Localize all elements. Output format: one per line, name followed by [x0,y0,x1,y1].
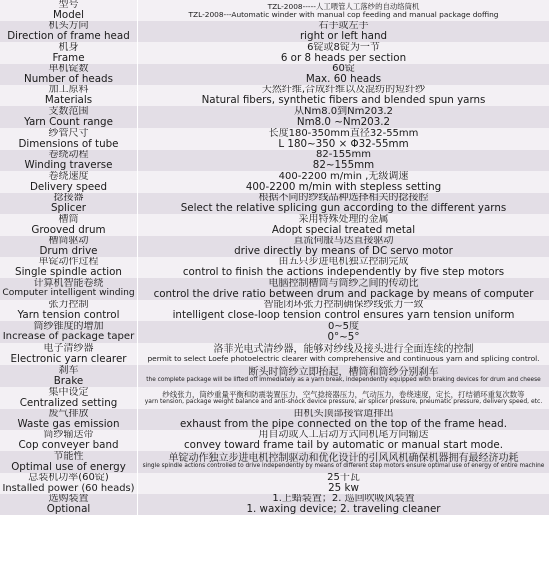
spec-label-cn: 废气排放 [48,409,89,420]
spec-label [0,42,138,64]
spec-value-en: Nm8.0 ~Nm203.2 [296,115,391,128]
spec-row [0,21,549,42]
spec-row [0,128,549,150]
spec-row [0,343,549,365]
spec-label-cn: 加工原料 [48,85,89,96]
spec-label-cn: 单锭动作过程 [38,257,99,268]
spec-value [138,321,549,343]
spec-label-cn: 筒纱锥度的增加 [33,321,104,332]
spec-label-en: Cop conveyer band [18,439,119,451]
spec-label [0,171,138,193]
spec-label-en: Optimal use of energy [11,460,126,473]
spec-value [138,150,549,171]
spec-value-cn: 400-2200 m/min ,无级调速 [278,171,409,182]
spec-row [0,257,549,278]
spec-label-cn: 刹车 [58,365,79,376]
spec-value-cn: 直流伺服马达直接驱动 [293,236,394,247]
spec-label-cn: 机身 [58,42,79,53]
spec-value [138,106,549,128]
spec-row [0,430,549,451]
spec-label [0,106,138,128]
spec-label [0,257,138,278]
spec-value-en: 0°~5° [327,330,360,343]
spec-value-cn: TZL-2008-----人工喂管人工落纱的自动络筒机 [267,1,420,11]
spec-label-en: Grooved drum [31,223,106,236]
spec-row [0,106,549,128]
spec-value-cn: 用自动或人工启动方式向机尾方向输送 [258,430,429,441]
spec-row [0,85,549,106]
spec-value-en: 25 kw [328,482,359,494]
spec-label [0,387,138,409]
spec-label [0,321,138,343]
spec-label-cn: 计算机智能卷绕 [33,278,104,290]
spec-value-cn: 长度180-350mm直径32-55mm [268,128,419,139]
spec-label-en: Yarn tension control [17,309,120,321]
spec-value [138,257,549,278]
spec-value [138,278,549,300]
spec-value [138,21,549,42]
spec-value [138,42,549,64]
spec-label [0,214,138,236]
spec-label-en: Single spindle action [15,266,122,278]
spec-label [0,85,138,106]
spec-value-en: L 180~350 × Φ32-55mm [278,137,409,150]
spec-label [0,21,138,42]
spec-label-cn: 型号 [58,0,79,11]
spec-value [138,171,549,193]
spec-label-cn: 张力控制 [48,300,89,311]
spec-label-cn: 选购装置 [48,494,89,505]
spec-label [0,278,138,300]
spec-label-en: Installed power (60 heads) [2,482,135,494]
spec-label-en: Delivery speed [29,180,108,193]
spec-value-en: intelligent close-loop tension control ensures yarn tension uniform [172,309,515,321]
spec-value-cn: 从Nm8.0到Nm203.2 [294,106,393,117]
spec-value-en: right or left hand [299,30,388,42]
spec-label [0,473,138,494]
spec-label-cn: 纱管尺寸 [48,128,89,139]
spec-value-cn: 采用特殊处理的金属 [298,214,389,225]
spec-row [0,365,549,387]
spec-label [0,300,138,321]
spec-row [0,321,549,343]
spec-row [0,494,549,515]
spec-label-en: Number of heads [24,73,113,85]
spec-row [0,0,549,21]
spec-value-cn: 纱线张力，筒纱重量平衡和防震装置压力，空气捻接器压力，气动压力，卷绕速度，定长，打结循环重复次数等 [162,390,525,400]
spec-value-en: 1. waxing device; 2. traveling cleaner [246,503,441,515]
spec-value [138,473,549,494]
spec-label-en: Centralized setting [19,396,118,409]
spec-label [0,430,138,451]
spec-label-cn: 集中设定 [48,387,89,398]
spec-value-en: drive directly by means of DC servo motor [234,245,453,257]
spec-value-en: yarn tension, package weight balance and anti-shock device pressure, air splicer pressure, pneumatic pressure, delivery speed, etc. [144,397,543,405]
spec-row [0,150,549,171]
spec-label-en: Computer intelligent winding [2,288,135,299]
spec-row [0,300,549,321]
spec-label-en: Dimensions of tube [18,137,119,150]
spec-label-cn: 捻接器 [53,193,84,204]
spec-label [0,343,138,365]
spec-label-en: Drum drive [39,245,98,257]
spec-value-cn: 洛菲光电式清纱器，能够对纱线及接头进行全面连续的控制 [213,344,474,356]
spec-label-cn: 卷绕速度 [48,171,89,182]
spec-value-en: TZL-2008---Automatic winder with manual cop feeding and manual package doffing [188,9,499,19]
spec-label [0,128,138,150]
spec-label [0,451,138,473]
spec-label [0,365,138,387]
spec-label-en: Winding traverse [24,159,113,171]
spec-value-cn: 电脑控制槽筒与筒纱之间的传动比 [268,278,419,289]
spec-label-en: Materials [44,94,93,106]
spec-value-en: exhaust from the pipe connected on the top of the frame head. [180,418,507,430]
spec-label-en: Direction of frame head [7,30,130,42]
spec-value-cn: 智能闭环张力控制确保纱线张力一致 [263,300,424,311]
spec-row [0,236,549,257]
spec-label-en: Optional [46,503,91,515]
spec-row [0,278,549,300]
spec-value-en: convey toward frame tail by automatic or manual start mode. [184,439,503,451]
spec-label-en: Electronic yarn clearer [10,352,127,365]
spec-value-cn: 由五只步进电机独立控制完成 [278,257,409,268]
spec-value [138,494,549,515]
spec-value-en: Adopt special treated metal [271,223,416,236]
spec-label [0,150,138,171]
spec-value [138,85,549,106]
spec-row [0,171,549,193]
spec-label-cn: 总装机功率(60锭) [28,473,109,484]
spec-value-cn: 单锭动作独立步进电机控制驱动和优化设计的引风风机确保机器拥有最经济功耗 [168,452,519,464]
spec-value-cn: 6锭或8锭为一节 [307,42,380,53]
spec-value [138,409,549,430]
spec-value-en: Select the relative splicing gun according to the different yarns [180,202,507,214]
spec-row [0,193,549,214]
spec-label-cn: 电子清纱器 [43,343,94,354]
spec-value-en: 82~155mm [312,159,375,171]
spec-value [138,430,549,451]
spec-label [0,409,138,430]
spec-value-cn: 25千瓦 [327,473,360,484]
spec-value-en: control to finish the actions independently by five step motors [182,266,505,278]
spec-label-en: Brake [53,374,84,387]
spec-value-en: Max. 60 heads [305,73,382,85]
spec-label-cn: 卷绕动程 [48,150,89,161]
spec-row [0,451,549,473]
spec-value-cn: 82-155mm [316,150,371,161]
spec-label-en: Yarn Count range [24,115,113,128]
spec-value-cn: 60锭 [332,64,355,75]
spec-label-cn: 槽筒 [58,214,79,225]
spec-value-en: control the drive ratio between drum and package by means of computer [153,287,534,300]
spec-value [138,365,549,387]
spec-label-en: Waste gas emission [17,418,120,430]
spec-value-cn: 天然纤维,合成纤维以及混纺的短纤纱 [261,85,426,96]
spec-value-en: 400-2200 m/min with stepless setting [245,180,442,193]
spec-value-cn: 断头时筒纱立即抬起，槽筒和筒纱分别刹车 [248,366,439,378]
spec-label [0,193,138,214]
spec-value-cn: 右手或左手 [318,21,369,32]
spec-row [0,64,549,85]
spec-label-en: Increase of package taper [2,330,135,342]
spec-value [138,0,549,21]
spec-value [138,451,549,473]
spec-label-en: Model [53,9,84,21]
spec-value-en: permit to select Loefe photoelectric clearer with comprehensive and continuous yarn and splicing control. [147,354,540,364]
spec-label [0,0,138,21]
spec-value-cn: 1.上蜡装置；2. 巡回吹吸风装置 [272,494,415,505]
spec-row [0,387,549,409]
spec-label-cn: 支数范围 [48,106,89,117]
spec-row [0,473,549,494]
spec-value-cn: 由机头顶部接管道排出 [293,409,394,420]
spec-label [0,64,138,85]
spec-row [0,409,549,430]
spec-label [0,494,138,515]
spec-value [138,343,549,365]
spec-value [138,64,549,85]
spec-value [138,236,549,257]
spec-value-en: single spindle actions controlled to drive independently by means of different step motors ensure optimal use of energy of entire machine [142,463,545,470]
spec-value [138,193,549,214]
spec-label-cn: 机头方向 [48,21,89,32]
spec-value-cn: 0~5度 [327,321,360,332]
spec-row [0,214,549,236]
spec-value [138,128,549,150]
spec-value-en: Natural fibers, synthetic fibers and blended spun yarns [201,94,486,106]
spec-label [0,236,138,257]
spec-label-cn: 筒纱输送带 [43,430,94,441]
spec-label-cn: 单机锭数 [48,64,89,75]
spec-label-en: Splicer [50,202,87,214]
spec-value-cn: 根据不同的纱线品种选择相关的捻接腔 [258,193,429,204]
spec-value-en: 6 or 8 heads per section [280,51,407,64]
spec-label-cn: 槽筒驱动 [48,236,89,247]
spec-label-cn: 节能性 [53,451,84,462]
spec-label-en: Frame [52,51,85,64]
spec-row [0,42,549,64]
spec-value [138,300,549,321]
spec-value [138,214,549,236]
spec-value-en: the complete package will be lifted off immediately as a yarn break, independently equipped with braking devices for drum and cheese [146,377,541,384]
spec-value [138,387,549,409]
